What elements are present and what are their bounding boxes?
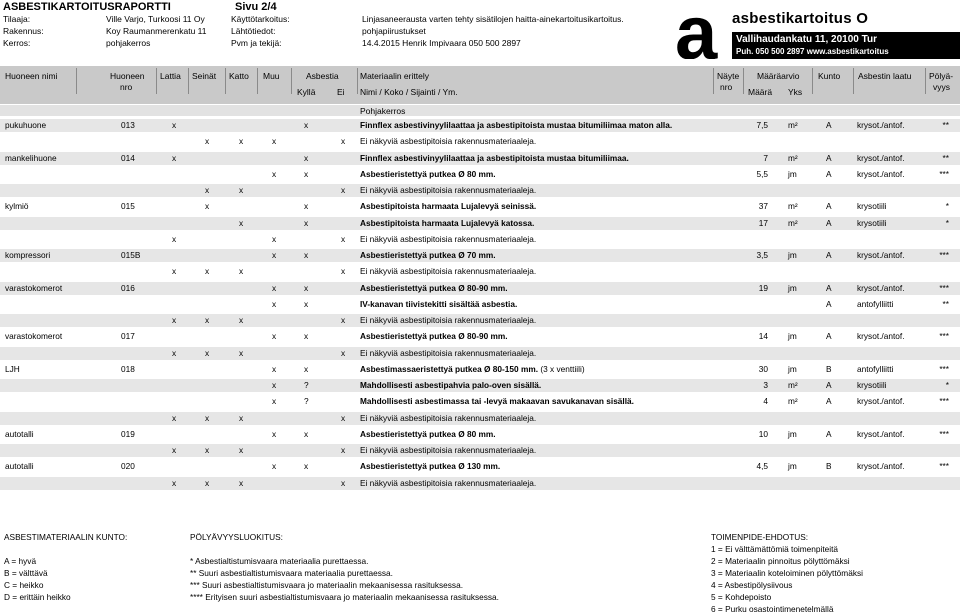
mark-ei: x bbox=[341, 347, 346, 358]
mark-ei: x bbox=[341, 266, 346, 277]
material-description bbox=[360, 396, 634, 406]
condition: B bbox=[826, 363, 832, 374]
dust-class: *** bbox=[939, 396, 949, 407]
quantity: 3 bbox=[763, 380, 768, 390]
material-description-text: Asbestieristettyä putkea Ø 70 mm. bbox=[360, 250, 496, 260]
table-row bbox=[0, 184, 960, 197]
logo-letter: a bbox=[675, 9, 718, 59]
material-description-text: Ei näkyviä asbestipitoisia rakennusmateriaaleja. bbox=[360, 445, 537, 455]
condition: A bbox=[826, 152, 832, 163]
quantity: 10 bbox=[758, 428, 768, 439]
mark-kylla: x bbox=[304, 461, 309, 472]
header-kunto: Kunto bbox=[818, 71, 841, 81]
material-description bbox=[360, 201, 536, 211]
mark-lattia: x bbox=[172, 412, 177, 423]
asbestos-type: antofylliitti bbox=[857, 363, 894, 374]
meta-label: Tilaaja: bbox=[3, 14, 31, 24]
quantity: 37 bbox=[758, 201, 768, 212]
unit: jm bbox=[788, 250, 797, 260]
header-divider bbox=[257, 68, 258, 94]
room-name: mankelihuone bbox=[5, 152, 57, 163]
table-row bbox=[0, 379, 960, 392]
header-divider bbox=[225, 68, 226, 94]
material-description bbox=[360, 315, 536, 325]
mark-katto: x bbox=[239, 477, 244, 488]
mark-seinat: x bbox=[205, 347, 210, 358]
asbestos-type: krysot./antof. bbox=[857, 331, 905, 342]
table-row bbox=[0, 477, 960, 490]
unit: m² bbox=[788, 152, 798, 163]
header-katto: Katto bbox=[229, 71, 249, 81]
logo-address: Vallihaudankatu 11, 20100 Tur bbox=[736, 34, 877, 45]
legend-toimen-item: 5 = Kohdepoisto bbox=[711, 592, 772, 602]
table-row bbox=[0, 428, 960, 441]
table-row bbox=[0, 412, 960, 425]
asbestos-type: krysot./antof. bbox=[857, 152, 905, 163]
legend-kunto-item: A = hyvä bbox=[4, 556, 37, 566]
table-row bbox=[0, 217, 960, 230]
asbestos-type: krysotiili bbox=[857, 380, 887, 390]
mark-ei: x bbox=[341, 315, 346, 325]
mark-lattia: x bbox=[172, 315, 177, 325]
unit: m² bbox=[788, 396, 798, 407]
table-row bbox=[0, 200, 960, 213]
material-description-text: Mahdollisesti asbestimassa tai -levyä makaavan savukanavan sisällä. bbox=[360, 396, 634, 407]
mark-kylla: x bbox=[304, 152, 309, 163]
unit: jm bbox=[788, 282, 797, 293]
unit: jm bbox=[788, 331, 797, 342]
condition: A bbox=[826, 120, 832, 130]
unit: m² bbox=[788, 120, 798, 130]
asbestos-type: krysot./antof. bbox=[857, 428, 905, 439]
quantity: 17 bbox=[758, 217, 768, 228]
condition: A bbox=[826, 201, 832, 212]
material-description-text: IV-kanavan tiivistekitti sisältää asbestia. bbox=[360, 298, 518, 309]
mark-lattia: x bbox=[172, 233, 177, 244]
meta-label: Rakennus: bbox=[3, 26, 44, 36]
legend-poly-item: * Asbestialtistumisvaara materiaalia purettaessa. bbox=[190, 556, 369, 566]
dust-class: *** bbox=[939, 331, 949, 342]
room-name: kylmiö bbox=[5, 201, 29, 212]
header-divider bbox=[291, 68, 292, 94]
asbestos-type: krysot./antof. bbox=[857, 250, 905, 260]
quantity: 7 bbox=[763, 152, 768, 163]
header-materiaali-2: Nimi / Koko / Sijainti / Ym. bbox=[360, 87, 458, 97]
mark-muu: x bbox=[272, 428, 277, 439]
room-number: 017 bbox=[121, 331, 135, 342]
meta-label: Kerros: bbox=[3, 38, 31, 48]
material-description-text: Ei näkyviä asbestipitoisia rakennusmateriaaleja. bbox=[360, 347, 537, 358]
material-description bbox=[360, 380, 541, 390]
dust-class: ** bbox=[942, 298, 949, 309]
asbestos-type: antofylliitti bbox=[857, 298, 894, 309]
material-description-text: Finnflex asbestivinyylilaattaa ja asbestipitoista mustaa bitumiliimaa maton alla. bbox=[360, 120, 673, 130]
quantity: 4,5 bbox=[756, 461, 768, 472]
meta-value: Koy Raumanmerenkatu 11 bbox=[106, 26, 207, 36]
material-description-text: Asbestieristettyä putkea Ø 130 mm. bbox=[360, 461, 501, 472]
dust-class: ** bbox=[942, 152, 949, 163]
mark-lattia: x bbox=[172, 120, 177, 130]
unit: m² bbox=[788, 201, 798, 212]
material-description bbox=[360, 185, 536, 195]
material-description bbox=[360, 153, 629, 163]
header-polyavyys: Pölyä- bbox=[929, 71, 954, 81]
mark-seinat: x bbox=[205, 412, 210, 423]
header-huoneen-nimi: Huoneen nimi bbox=[5, 71, 58, 81]
mark-ei: x bbox=[341, 477, 346, 488]
dust-class: ** bbox=[942, 120, 949, 130]
mark-kylla: x bbox=[304, 428, 309, 439]
legend-poly-title: PÖLYÄVYYSLUOKITUS: bbox=[190, 532, 283, 542]
unit: m² bbox=[788, 380, 798, 390]
material-description-text: Asbestipitoista harmaata Lujalevyä katossa. bbox=[360, 217, 535, 228]
material-description-text: Ei näkyviä asbestipitoisia rakennusmateriaaleja. bbox=[360, 136, 537, 147]
material-description bbox=[360, 364, 585, 374]
table-row bbox=[0, 347, 960, 360]
room-name: autotalli bbox=[5, 428, 34, 439]
mark-kylla: x bbox=[304, 331, 309, 342]
dust-class: *** bbox=[939, 428, 949, 439]
mark-seinat: x bbox=[205, 315, 210, 325]
dust-class: * bbox=[945, 380, 949, 390]
mark-lattia: x bbox=[172, 477, 177, 488]
header-asbestin-laatu: Asbestin laatu bbox=[858, 71, 912, 81]
header-materiaali: Materiaalin erittely bbox=[360, 71, 429, 81]
legend-poly-item: ** Suuri asbestialtistumisvaara materiaalia purettaessa. bbox=[190, 568, 393, 578]
table-row bbox=[0, 314, 960, 327]
mark-kylla: x bbox=[304, 217, 309, 228]
legend-kunto-item: B = välttävä bbox=[4, 568, 48, 578]
legend-toimen-item: 2 = Materiaalin pinnoitus pölyttömäksi bbox=[711, 556, 850, 566]
table-row bbox=[0, 135, 960, 148]
legend-toimen-item: 6 = Purku osastointimenetelmällä bbox=[711, 604, 834, 614]
dust-class: *** bbox=[939, 461, 949, 472]
quantity: 3,5 bbox=[756, 250, 768, 260]
mark-kylla: ? bbox=[304, 380, 309, 390]
table-row bbox=[0, 152, 960, 165]
material-description bbox=[360, 299, 517, 309]
report-title bbox=[3, 1, 277, 13]
mark-muu: x bbox=[272, 363, 277, 374]
meta-value: Ville Varjo, Turkoosi 11 Oy bbox=[106, 14, 205, 24]
mark-muu: x bbox=[272, 233, 277, 244]
table-row bbox=[0, 119, 960, 132]
material-description-extra: (3 x venttiili) bbox=[538, 363, 585, 374]
quantity: 30 bbox=[758, 363, 768, 374]
quantity: 5,5 bbox=[756, 168, 768, 179]
legend-kunto-item: D = erittäin heikko bbox=[4, 592, 71, 602]
room-number: 018 bbox=[121, 363, 135, 374]
header-divider bbox=[156, 68, 157, 94]
material-description-text: Ei näkyviä asbestipitoisia rakennusmateriaaleja. bbox=[360, 185, 537, 195]
table-row bbox=[0, 395, 960, 408]
section-band bbox=[0, 105, 960, 116]
mark-katto: x bbox=[239, 347, 244, 358]
mark-ei: x bbox=[341, 185, 346, 195]
material-description-text: Mahdollisesti asbestipahvia palo-oven sisällä. bbox=[360, 380, 542, 390]
mark-kylla: ? bbox=[304, 396, 309, 407]
mark-ei: x bbox=[341, 136, 346, 147]
mark-katto: x bbox=[239, 136, 244, 147]
mark-kylla: x bbox=[304, 298, 309, 309]
legend-kunto-item: C = heikko bbox=[4, 580, 44, 590]
quantity: 14 bbox=[758, 331, 768, 342]
room-name: pukuhuone bbox=[5, 120, 47, 130]
material-description bbox=[360, 478, 536, 488]
meta-label: Käyttötarkoitus: bbox=[231, 14, 290, 24]
material-description bbox=[360, 266, 536, 276]
material-description-text: Ei näkyviä asbestipitoisia rakennusmateriaaleja. bbox=[360, 233, 537, 244]
header-divider bbox=[925, 68, 926, 94]
quantity: 19 bbox=[758, 282, 768, 293]
mark-muu: x bbox=[272, 250, 277, 260]
room-name: varastokomerot bbox=[5, 331, 63, 342]
company-logo bbox=[675, 9, 960, 59]
table-row bbox=[0, 330, 960, 343]
header-divider bbox=[853, 68, 854, 94]
mark-muu: x bbox=[272, 396, 277, 407]
asbestos-type: krysot./antof. bbox=[857, 168, 905, 179]
page-number: Sivu 2/4 bbox=[235, 1, 277, 13]
mark-ei: x bbox=[341, 412, 346, 423]
header-nayte: Näyte bbox=[717, 71, 740, 81]
mark-lattia: x bbox=[172, 347, 177, 358]
quantity: 4 bbox=[763, 396, 768, 407]
material-description bbox=[360, 169, 496, 179]
mark-muu: x bbox=[272, 461, 277, 472]
asbestos-type: krysotiili bbox=[857, 201, 887, 212]
mark-katto: x bbox=[239, 266, 244, 277]
mark-katto: x bbox=[239, 445, 244, 455]
mark-kylla: x bbox=[304, 120, 309, 130]
quantity: 7,5 bbox=[756, 120, 768, 130]
mark-muu: x bbox=[272, 380, 277, 390]
mark-muu: x bbox=[272, 331, 277, 342]
room-name: kompressori bbox=[5, 250, 51, 260]
header-muu: Muu bbox=[263, 71, 280, 81]
dust-class: *** bbox=[939, 282, 949, 293]
asbestos-type: krysot./antof. bbox=[857, 396, 905, 407]
material-description-text: Asbestieristettyä putkea Ø 80-90 mm. bbox=[360, 282, 508, 293]
asbestos-type: krysot./antof. bbox=[857, 461, 905, 472]
header-huoneen-nro: Huoneen bbox=[110, 71, 145, 81]
unit: jm bbox=[788, 168, 797, 179]
legend-toimen-title: TOIMENPIDE-EHDOTUS: bbox=[711, 532, 809, 542]
material-description bbox=[360, 120, 672, 130]
condition: A bbox=[826, 428, 832, 439]
section-title: Pohjakerros bbox=[360, 106, 406, 116]
mark-lattia: x bbox=[172, 266, 177, 277]
table-row bbox=[0, 249, 960, 262]
legend-toimen-item: 4 = Asbestipölysiivous bbox=[711, 580, 793, 590]
asbestos-type: krysot./antof. bbox=[857, 120, 905, 130]
mark-kylla: x bbox=[304, 168, 309, 179]
material-description bbox=[360, 218, 534, 228]
header-divider bbox=[743, 68, 744, 94]
table-row bbox=[0, 298, 960, 311]
room-number: 020 bbox=[121, 461, 135, 472]
mark-kylla: x bbox=[304, 201, 309, 212]
material-description-text: Asbestieristettyä putkea Ø 80 mm. bbox=[360, 168, 496, 179]
meta-value: pohjapiirustukset bbox=[362, 26, 426, 36]
header-maara: Määrä bbox=[748, 87, 773, 97]
room-name: LJH bbox=[5, 363, 20, 374]
unit: jm bbox=[788, 461, 797, 472]
header-ei: Ei bbox=[337, 87, 345, 97]
header-kylla: Kyllä bbox=[297, 87, 316, 97]
material-description bbox=[360, 429, 496, 439]
condition: A bbox=[826, 282, 832, 293]
material-description-text: Finnflex asbestivinyylilaattaa ja asbestipitoista mustaa bitumiliimaa. bbox=[360, 152, 629, 163]
logo-phone: Puh. 050 500 2897 www.asbestikartoitus bbox=[736, 47, 889, 56]
condition: A bbox=[826, 168, 832, 179]
header-yks: Yks bbox=[788, 87, 803, 97]
header-huoneen-nro-2: nro bbox=[120, 82, 133, 92]
header-divider bbox=[76, 68, 77, 94]
header-divider bbox=[713, 68, 714, 94]
asbestos-type: krysotiili bbox=[857, 217, 887, 228]
header-nayte-2: nro bbox=[720, 82, 733, 92]
mark-muu: x bbox=[272, 298, 277, 309]
material-description-text: Asbestieristettyä putkea Ø 80-90 mm. bbox=[360, 331, 508, 342]
mark-kylla: x bbox=[304, 282, 309, 293]
table-row bbox=[0, 363, 960, 376]
material-description bbox=[360, 136, 536, 146]
material-description bbox=[360, 331, 508, 341]
legend-toimen-item: 3 = Materiaalin koteloiminen pölyttömäksi bbox=[711, 568, 863, 578]
condition: A bbox=[826, 331, 832, 342]
room-number: 014 bbox=[121, 152, 135, 163]
meta-label: Pvm ja tekijä: bbox=[231, 38, 282, 48]
material-description-text: Ei näkyviä asbestipitoisia rakennusmateriaaleja. bbox=[360, 315, 537, 325]
mark-lattia: x bbox=[172, 445, 177, 455]
mark-seinat: x bbox=[205, 445, 210, 455]
table-row bbox=[0, 444, 960, 457]
meta-value: pohjakerros bbox=[106, 38, 151, 48]
mark-lattia: x bbox=[172, 152, 177, 163]
dust-class: *** bbox=[939, 363, 949, 374]
table-row bbox=[0, 282, 960, 295]
mark-katto: x bbox=[239, 412, 244, 423]
header-polyavyys-2: vyys bbox=[933, 82, 950, 92]
dust-class: *** bbox=[939, 250, 949, 260]
header-divider bbox=[357, 68, 358, 94]
room-number: 016 bbox=[121, 282, 135, 293]
header-maaraarvio: Määräarvio bbox=[757, 71, 800, 81]
mark-ei: x bbox=[341, 233, 346, 244]
material-description bbox=[360, 348, 536, 358]
table-row bbox=[0, 168, 960, 181]
material-description bbox=[360, 283, 508, 293]
mark-muu: x bbox=[272, 136, 277, 147]
unit: jm bbox=[788, 428, 797, 439]
condition: A bbox=[826, 298, 832, 309]
mark-kylla: x bbox=[304, 363, 309, 374]
meta-value: 14.4.2015 Henrik Impivaara 050 500 2897 bbox=[362, 38, 521, 48]
condition: A bbox=[826, 217, 832, 228]
dust-class: * bbox=[945, 201, 949, 212]
room-number: 019 bbox=[121, 428, 135, 439]
material-description-text: Ei näkyviä asbestipitoisia rakennusmateriaaleja. bbox=[360, 412, 537, 423]
legend-toimen-item: 1 = Ei välttämättömiä toimenpiteitä bbox=[711, 544, 839, 554]
mark-seinat: x bbox=[205, 266, 210, 277]
material-description-text: Asbestipitoista harmaata Lujalevyä seinissä. bbox=[360, 201, 537, 212]
material-description-text: Ei näkyviä asbestipitoisia rakennusmateriaaleja. bbox=[360, 266, 537, 277]
meta-label: Lähtötiedot: bbox=[231, 26, 276, 36]
room-name: autotalli bbox=[5, 461, 34, 472]
condition: A bbox=[826, 396, 832, 407]
meta-value: Linjasaneerausta varten tehty sisätilojen haitta-ainekartoitusikartoitus. bbox=[362, 14, 624, 24]
room-name: varastokomerot bbox=[5, 282, 63, 293]
room-number: 015 bbox=[121, 201, 135, 212]
mark-seinat: x bbox=[205, 185, 210, 195]
header-lattia: Lattia bbox=[160, 71, 181, 81]
unit: jm bbox=[788, 363, 797, 374]
material-description bbox=[360, 461, 500, 471]
mark-katto: x bbox=[239, 217, 244, 228]
material-description-text: Asbestimassaeristettyä putkea Ø 80-150 mm. bbox=[360, 363, 539, 374]
dust-class: *** bbox=[939, 168, 949, 179]
mark-muu: x bbox=[272, 168, 277, 179]
mark-seinat: x bbox=[205, 201, 210, 212]
mark-kylla: x bbox=[304, 250, 309, 260]
header-divider bbox=[812, 68, 813, 94]
legend-kunto-title: ASBESTIMATERIAALIN KUNTO: bbox=[4, 532, 128, 542]
material-description-text: Asbestieristettyä putkea Ø 80 mm. bbox=[360, 428, 496, 439]
header-seinat: Seinät bbox=[192, 71, 217, 81]
table-row bbox=[0, 460, 960, 473]
mark-ei: x bbox=[341, 445, 346, 455]
mark-katto: x bbox=[239, 185, 244, 195]
legend-poly-item: *** Suuri asbestialtistumisvaara jo materiaalin mekaanisessa rasituksessa. bbox=[190, 580, 463, 590]
condition: A bbox=[826, 250, 832, 260]
mark-seinat: x bbox=[205, 477, 210, 488]
mark-katto: x bbox=[239, 315, 244, 325]
condition: B bbox=[826, 461, 832, 472]
report-title-text: ASBESTIKARTOITUSRAPORTTI bbox=[3, 1, 171, 13]
table-row bbox=[0, 233, 960, 246]
header-divider bbox=[188, 68, 189, 94]
asbestos-type: krysot./antof. bbox=[857, 282, 905, 293]
legend-poly-item: **** Erityisen suuri asbestialtistumisvaara jo materiaalin mekaanisessa rasituksessa. bbox=[190, 592, 499, 602]
mark-muu: x bbox=[272, 282, 277, 293]
material-description bbox=[360, 234, 536, 244]
dust-class: * bbox=[945, 217, 949, 228]
material-description bbox=[360, 250, 496, 260]
logo-name: asbestikartoitus O bbox=[732, 10, 869, 27]
room-number: 015B bbox=[121, 250, 141, 260]
room-number: 013 bbox=[121, 120, 135, 130]
mark-seinat: x bbox=[205, 136, 210, 147]
table-row bbox=[0, 265, 960, 278]
material-description bbox=[360, 413, 536, 423]
header-asbestia: Asbestia bbox=[306, 71, 339, 81]
condition: A bbox=[826, 380, 832, 390]
material-description bbox=[360, 445, 536, 455]
unit: m² bbox=[788, 217, 798, 228]
material-description-text: Ei näkyviä asbestipitoisia rakennusmateriaaleja. bbox=[360, 477, 537, 488]
